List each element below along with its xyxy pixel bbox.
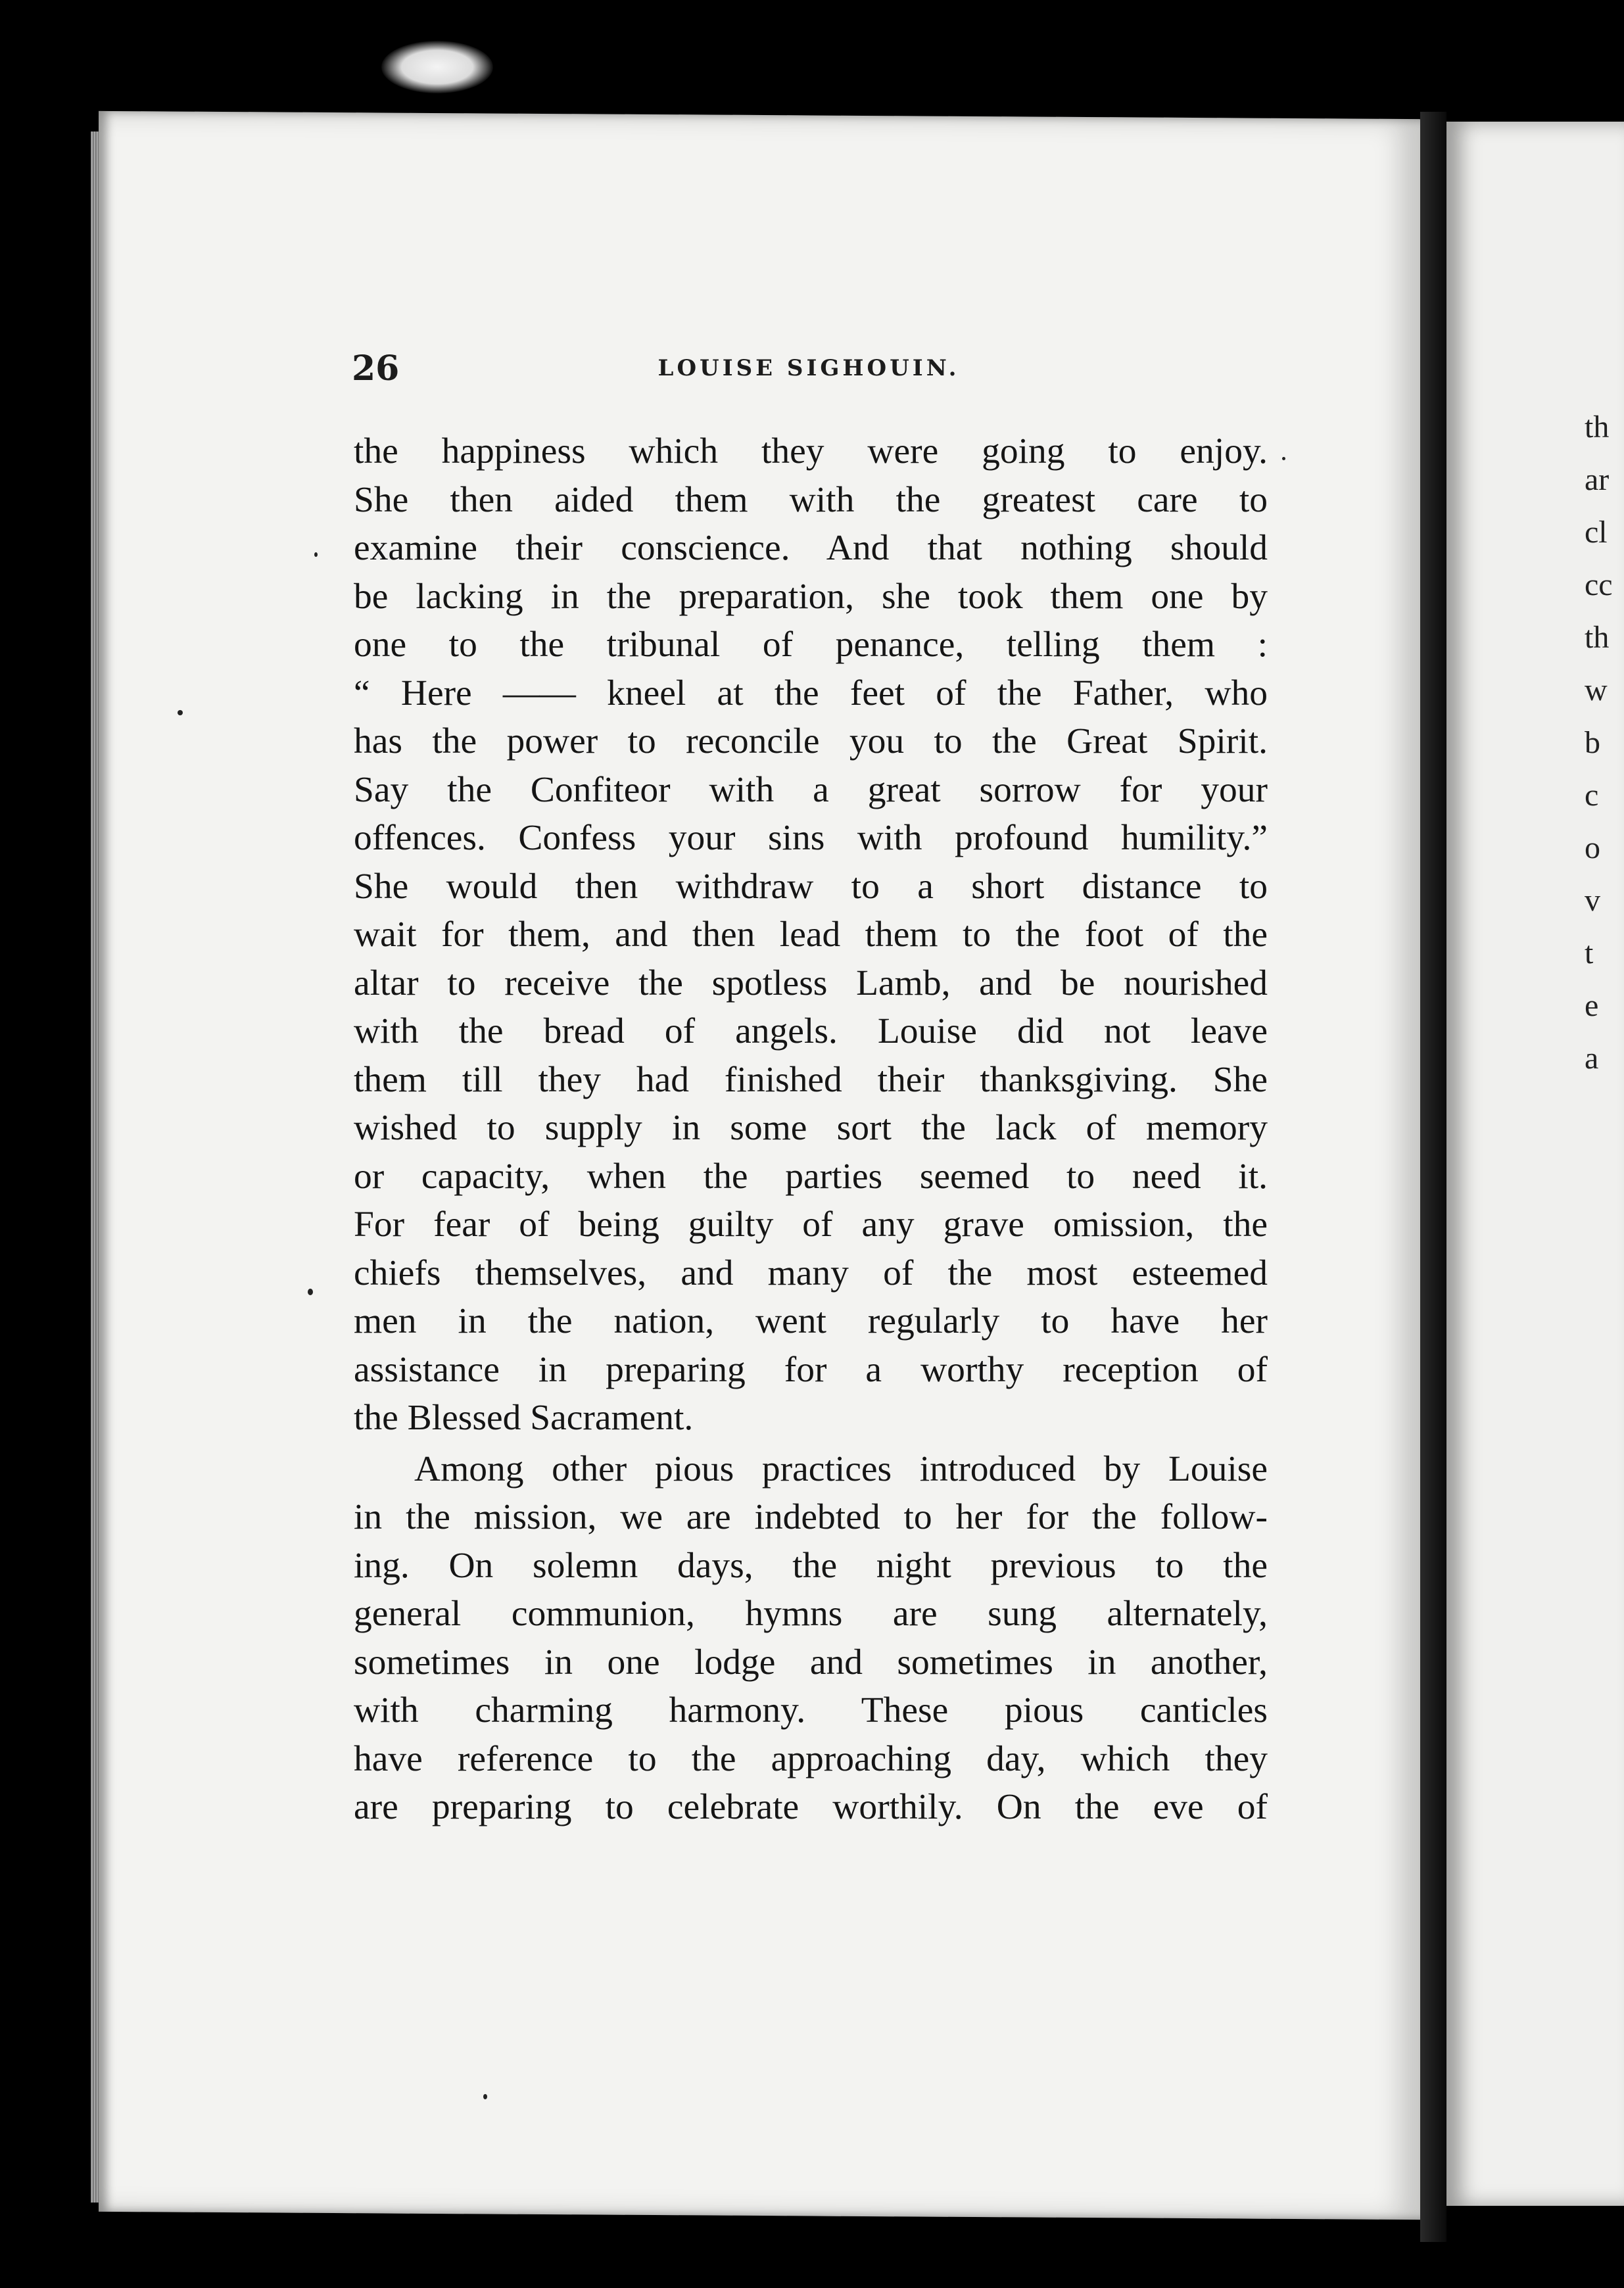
text-fragment: e (1585, 988, 1599, 1023)
text-line: the Blessed Sacrament. (354, 1398, 694, 1438)
text-line: assistance in preparing for a worthy reception of (354, 1349, 1268, 1390)
ink-speck (314, 552, 318, 557)
text-line: Say the Confiteor with a great sorrow for your (354, 769, 1268, 810)
text-line: sometimes in one lodge and sometimes in another, (354, 1642, 1268, 1682)
body-text (354, 427, 1268, 1832)
text-line: examine their conscience. And that nothing should (354, 528, 1268, 568)
text-line: Among other pious practices introduced by Louise (414, 1448, 1268, 1489)
text-line: with charming harmony. These pious canticles (354, 1690, 1268, 1730)
text-fragment: v (1585, 883, 1600, 918)
text-line: She then aided them with the greatest care to (354, 479, 1268, 520)
ink-speck (178, 710, 183, 715)
ink-speck (308, 1289, 313, 1295)
text-fragment: th (1585, 410, 1610, 444)
text-line: wished to supply in some sort the lack of memory (354, 1108, 1268, 1148)
dust-mark (381, 41, 493, 93)
right-page-fragments (1585, 401, 1624, 1085)
text-fragment: t (1585, 936, 1594, 970)
text-line: She would then withdraw to a short distance to (354, 866, 1268, 907)
text-line: general communion, hymns are sung alternately, (354, 1594, 1268, 1634)
running-head: LOUISE SIGHOUIN. (657, 355, 960, 381)
text-line: them till they had finished their thanksgiving. She (354, 1059, 1268, 1100)
ink-speck (483, 2094, 487, 2099)
text-fragment: cl (1585, 515, 1608, 550)
ink-speck (1282, 457, 1285, 460)
text-line: be lacking in the preparation, she took them one by (354, 576, 1268, 617)
text-line: chiefs themselves, and many of the most esteemed (354, 1252, 1268, 1293)
text-line: wait for them, and then lead them to the foot of the (354, 915, 1268, 955)
text-line: offences. Confess your sins with profound humility.” (354, 818, 1268, 858)
text-line: has the power to reconcile you to the Great Spirit. (354, 721, 1268, 761)
text-line: are preparing to celebrate worthily. On the eve of (354, 1787, 1268, 1827)
text-line: men in the nation, went regularly to have her (354, 1301, 1268, 1341)
text-line: or capacity, when the parties seemed to need it. (354, 1156, 1268, 1197)
text-line: with the bread of angels. Louise did not leave (354, 1011, 1268, 1051)
text-fragment: c (1585, 778, 1599, 813)
text-fragment: w (1585, 673, 1608, 707)
text-line: the happiness which they were going to enjoy. (354, 431, 1268, 471)
text-line: altar to receive the spotless Lamb, and be nourished (354, 963, 1268, 1003)
text-line: ing. On solemn days, the night previous to the (354, 1545, 1268, 1586)
text-line: have reference to the approaching day, which they (354, 1738, 1268, 1779)
text-line: “ Here —— kneel at the feet of the Father, who (354, 673, 1268, 713)
text-fragment: o (1585, 830, 1600, 865)
text-line: one to the tribunal of penance, telling them : (354, 625, 1268, 665)
text-fragment: th (1585, 620, 1610, 655)
page-number: 26 (352, 348, 400, 389)
text-line: in the mission, we are indebted to her for the follow- (354, 1497, 1268, 1537)
text-fragment: cc (1585, 567, 1613, 602)
page-header (352, 348, 1266, 394)
book-gutter (1420, 112, 1446, 2242)
text-line: For fear of being guilty of any grave omission, the (354, 1204, 1268, 1245)
text-fragment: a (1585, 1041, 1599, 1076)
text-fragment: ar (1585, 462, 1610, 497)
text-fragment: b (1585, 725, 1600, 760)
